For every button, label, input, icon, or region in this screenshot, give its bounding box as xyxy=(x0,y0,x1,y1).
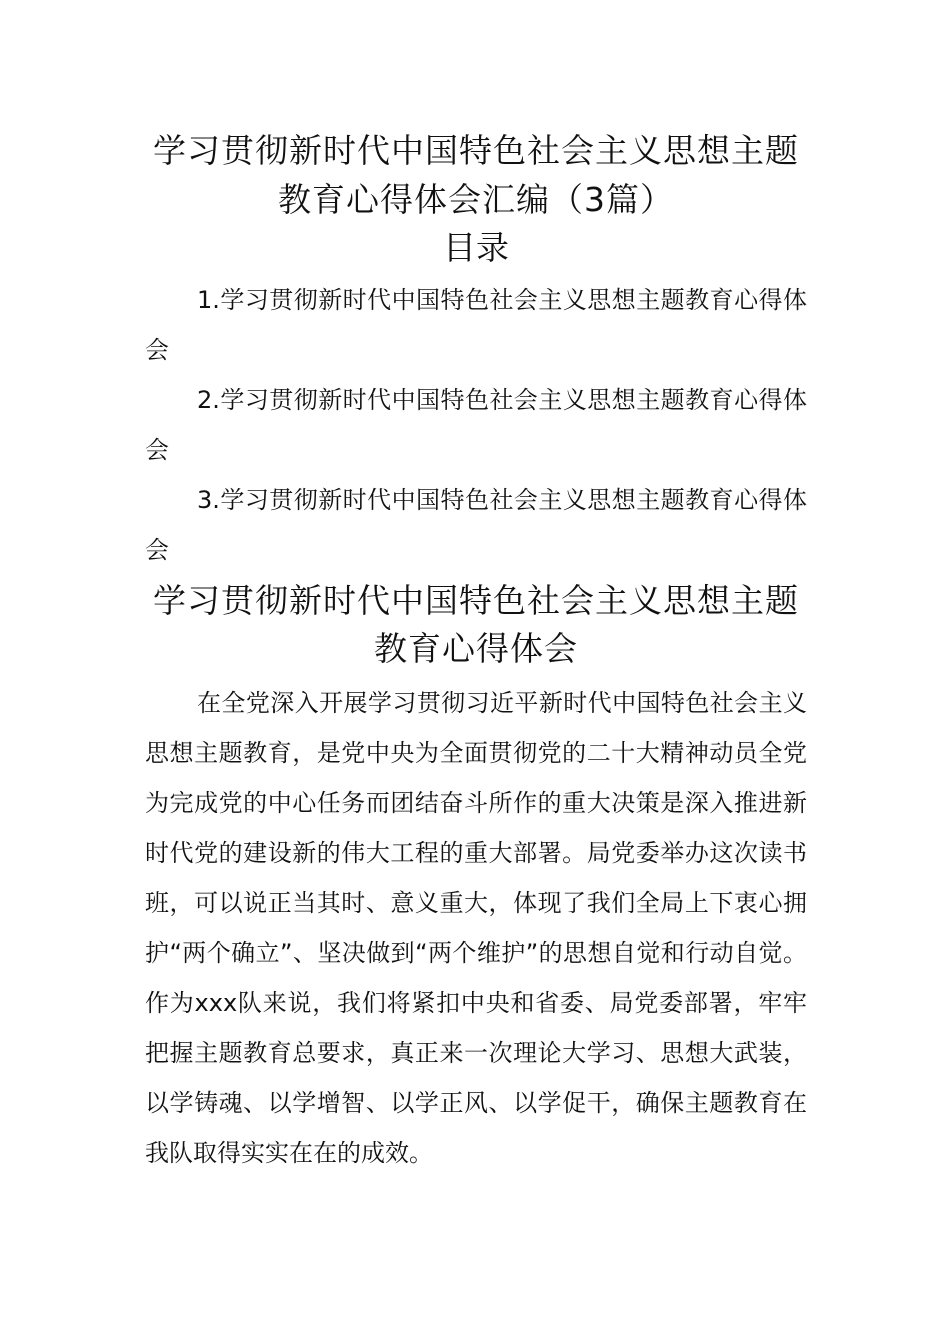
section-title: 学习贯彻新时代中国特色社会主义思想主题教育心得体会 xyxy=(153,581,799,668)
toc-item-3[interactable]: 3.学习贯彻新时代中国特色社会主义思想主题教育心得体会 xyxy=(145,486,807,564)
toc-item-2[interactable]: 2.学习贯彻新时代中国特色社会主义思想主题教育心得体会 xyxy=(145,386,807,464)
table-of-contents xyxy=(145,275,807,575)
document-content xyxy=(145,126,807,1178)
toc-heading: 目录 xyxy=(443,228,509,267)
body-paragraph: 在全党深入开展学习贯彻习近平新时代中国特色社会主义思想主题教育，是党中央为全面贯彻党的二十大精神动员全党为完成党的中心任务而团结奋斗所作的重大决策是深入推进新时代党的建设新的伟大工程的重大部署。局党委举办这次读书班，可以说正当其时、意义重大，体现了我们全局上下衷心拥护“两个确立”、坚决做到“两个维护”的思想自觉和行动自觉。作为xxx队来说，我们将紧扣中央和省委、局党委部署，牢牢把握主题教育总要求，真正来一次理论大学习、思想大武装，以学铸魂、以学增智、以学正风、以学促干，确保主题教育在我队取得实实在在的成效。 xyxy=(145,689,807,1167)
document-title: 学习贯彻新时代中国特色社会主义思想主题教育心得体会汇编（3篇） xyxy=(153,131,799,219)
toc-item-1[interactable]: 1.学习贯彻新时代中国特色社会主义思想主题教育心得体会 xyxy=(145,286,807,364)
